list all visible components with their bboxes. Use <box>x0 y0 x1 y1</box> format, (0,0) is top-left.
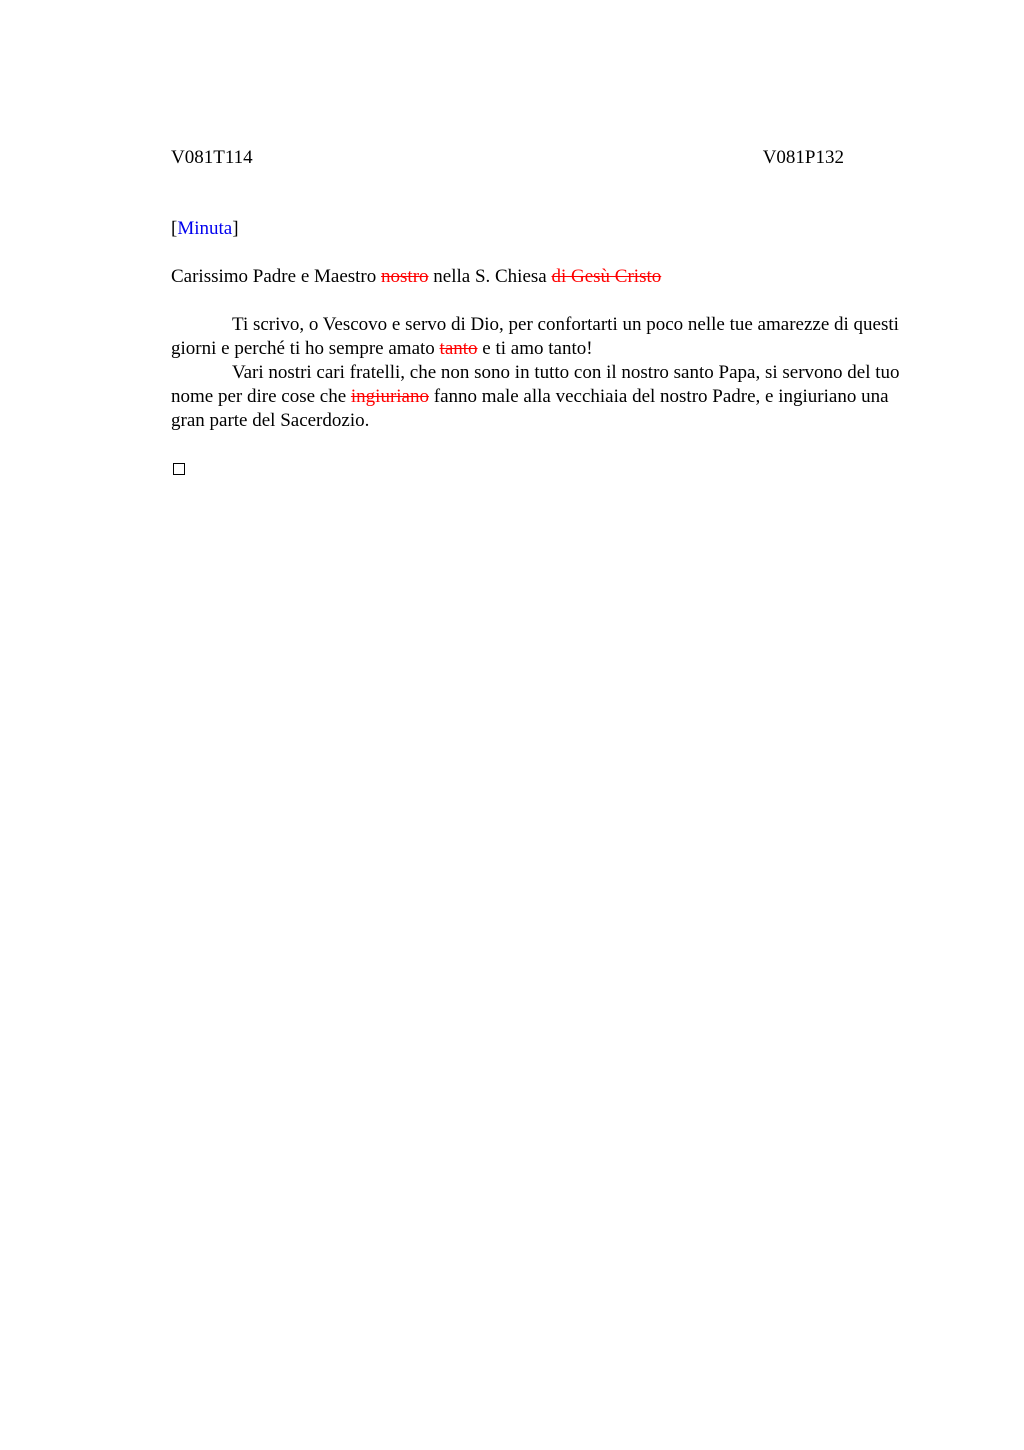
salutation-text-2: nella S. Chiesa <box>428 266 552 287</box>
salutation <box>171 265 911 289</box>
paragraph-1-text-1: Ti scrivo, o Vescovo e servo di Dio, per confortarti un poco nelle tue amarezze di questi giorni e perché ti ho sempre amato <box>171 314 899 359</box>
paragraph-2-text-1: Vari nostri cari fratelli, che non sono in tutto con il nostro santo Papa, si servono del tuo nome per dire cose che <box>171 362 900 407</box>
deleted-word: nostro <box>381 266 429 287</box>
paragraph-2 <box>171 361 911 433</box>
document-body <box>171 217 911 475</box>
document-reference-left: V081T114 <box>171 147 253 168</box>
document-reference-right: V081P132 <box>762 147 844 168</box>
deleted-word: ingiuriano <box>350 386 429 407</box>
paragraph-1-text-2: e ti amo tanto! <box>477 338 593 359</box>
note-open-bracket: [ <box>171 218 178 239</box>
note-close-bracket: ] <box>232 218 239 239</box>
deleted-phrase: di Gesù Cristo <box>551 266 662 287</box>
draft-note <box>171 217 911 241</box>
square-outline-icon <box>173 463 185 475</box>
paragraph-1 <box>171 313 911 361</box>
paragraph-2-text-2: fanno male alla vecchiaia del nostro Padre, e ingiuriano una gran parte del Sacerdozio. <box>171 386 889 431</box>
salutation-text-1: Carissimo Padre e Maestro <box>171 266 382 287</box>
page-header <box>171 146 844 170</box>
letter-body <box>171 313 911 433</box>
note-label: Minuta <box>177 218 233 239</box>
deleted-word: tanto <box>439 338 478 359</box>
